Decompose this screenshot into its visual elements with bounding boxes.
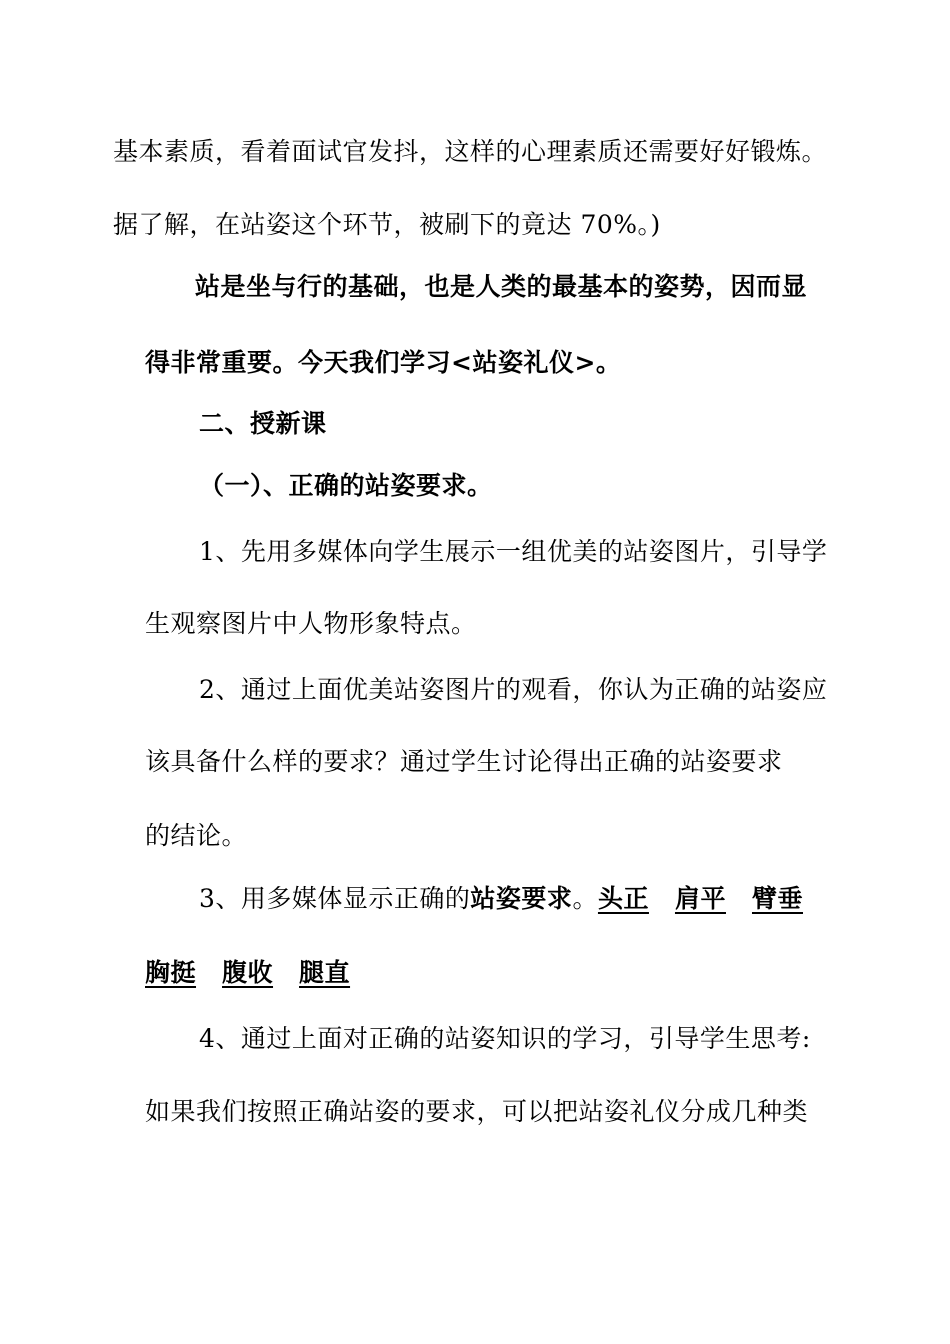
intro-bold-line: 站是坐与行的基础，也是人类的最基本的姿势，因而显 (195, 272, 808, 301)
posture-point: 臂垂 (751, 884, 803, 913)
posture-point: 头正 (597, 884, 649, 913)
paragraph-line: 1、先用多媒体向学生展示一组优美的站姿图片，引导学 (199, 537, 828, 566)
section-heading: 二、授新课 (199, 409, 327, 438)
posture-points-underlined (598, 884, 829, 913)
item3-prefix: 3、用多媒体显示正确的 (199, 884, 471, 913)
posture-point: 腿直 (299, 958, 351, 987)
intro-bold-line: 得非常重要。今天我们学习<站姿礼仪>。 (145, 348, 622, 377)
posture-points-underlined-line2 (145, 957, 350, 989)
paragraph-line: 4、通过上面对正确的站姿知识的学习，引导学生思考: (199, 1024, 811, 1053)
item3-line (199, 883, 829, 915)
posture-point: 胸挺 (145, 958, 197, 987)
posture-point: 肩平 (674, 884, 726, 913)
item3-bold-term: 站姿要求 (470, 884, 573, 913)
paragraph-line: 据了解，在站姿这个环节，被刷下的竟达 70%。) (113, 210, 661, 239)
item3-period: 。 (572, 884, 598, 913)
paragraph-line: 该具备什么样的要求？通过学生讨论得出正确的站姿要求 (145, 747, 783, 776)
posture-point: 腹收 (222, 958, 274, 987)
paragraph-line: 如果我们按照正确站姿的要求，可以把站姿礼仪分成几种类 (145, 1097, 809, 1126)
paragraph-line: 的结论。 (145, 821, 248, 850)
subsection-heading: （一）、正确的站姿要求。 (199, 471, 493, 500)
paragraph-line: 基本素质，看着面试官发抖，这样的心理素质还需要好好锻炼。 (113, 137, 828, 166)
paragraph-line: 2、通过上面优美站姿图片的观看，你认为正确的站姿应 (199, 675, 828, 704)
paragraph-line: 生观察图片中人物形象特点。 (145, 609, 477, 638)
